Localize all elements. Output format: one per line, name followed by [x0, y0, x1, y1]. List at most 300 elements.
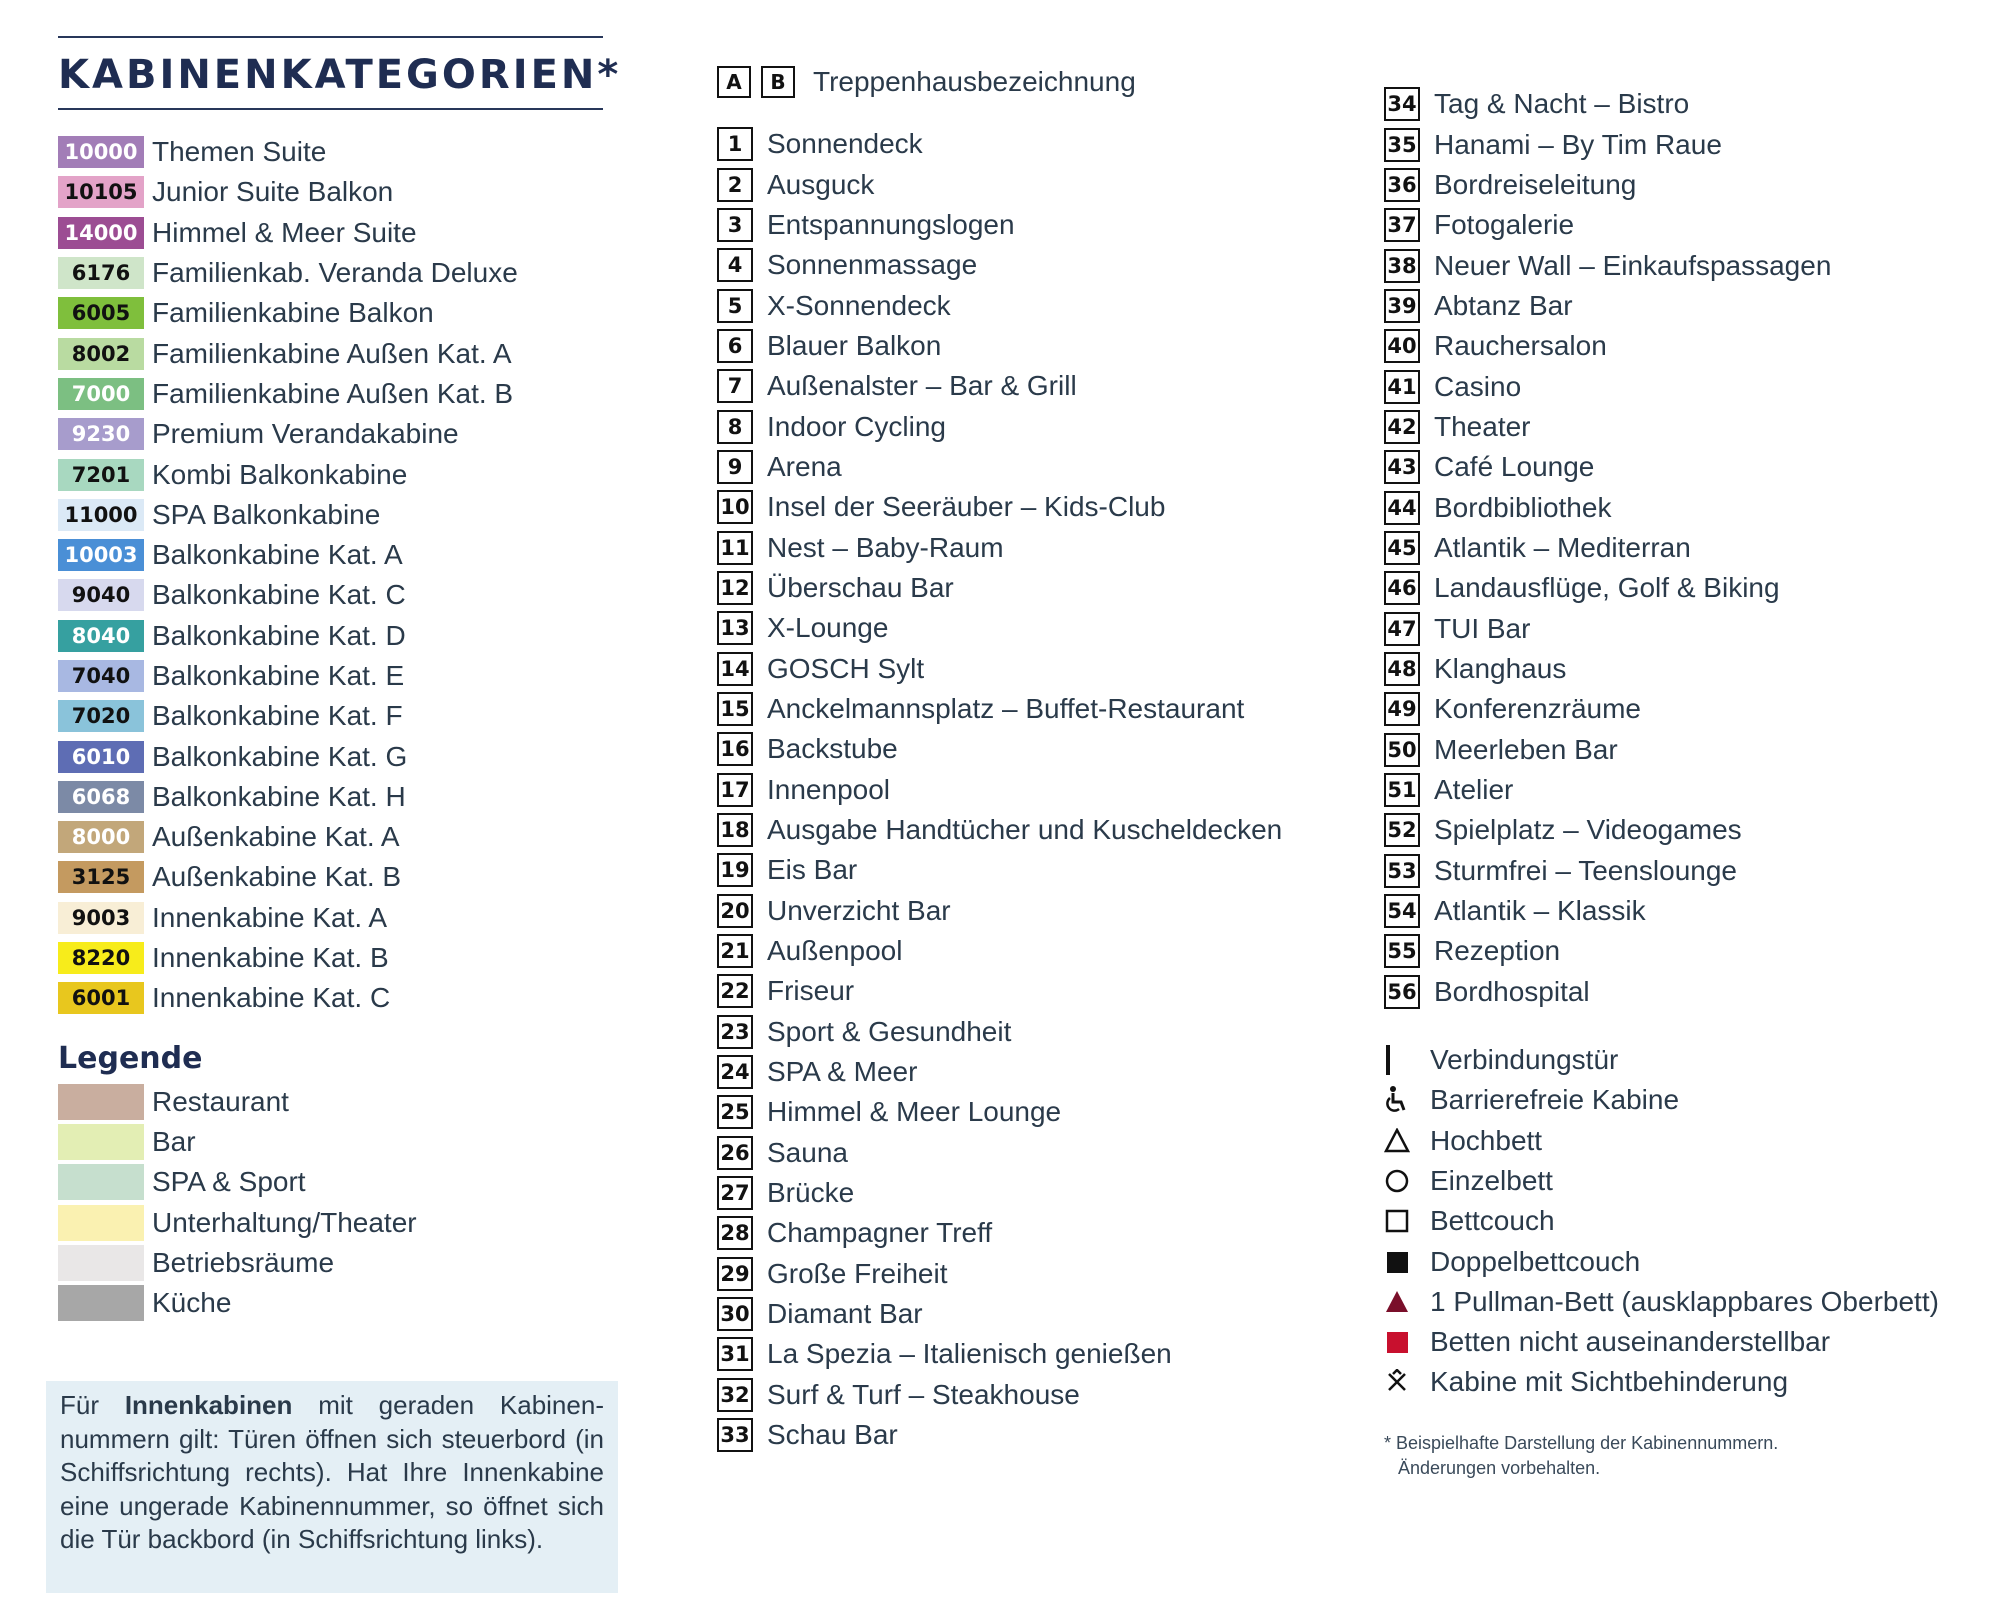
legend-label: Küche [152, 1287, 232, 1319]
cabin-category-row [58, 817, 618, 857]
facility-row [717, 406, 1337, 446]
facility-label: Bordreiseleitung [1434, 168, 1637, 200]
facility-label: Überschau Bar [767, 571, 954, 603]
facility-row [717, 205, 1337, 245]
category-code-swatch: 6005 [58, 297, 144, 329]
facility-row [717, 1213, 1337, 1253]
facility-number: 37 [1384, 208, 1420, 242]
symbol-row [1384, 1040, 1984, 1080]
symbol-row [1384, 1201, 1984, 1241]
cabin-category-row [58, 616, 618, 656]
cabin-category-row [58, 575, 618, 615]
footnote [1384, 1431, 1984, 1481]
cabin-category-row [58, 978, 618, 1018]
facility-label: Eis Bar [767, 854, 858, 886]
facility-number: 11 [717, 531, 753, 565]
legend-color-swatch [58, 1124, 144, 1160]
facility-number: 29 [717, 1257, 753, 1291]
facility-label: Surf & Turf – Steakhouse [767, 1378, 1080, 1410]
cabin-category-row [58, 374, 618, 414]
facility-row [717, 326, 1337, 366]
facility-label: Meerleben Bar [1434, 733, 1618, 765]
wheelchair-icon [1384, 1085, 1410, 1115]
facility-number: 4 [717, 248, 753, 282]
facility-row [1384, 730, 1984, 770]
facility-label: Atlantik – Mediterran [1434, 531, 1691, 563]
facility-list-1 [717, 124, 1337, 1455]
facility-label: Rezeption [1434, 935, 1561, 967]
facility-row [717, 810, 1337, 850]
facility-number: 21 [717, 934, 753, 968]
facility-row [1384, 165, 1984, 205]
facility-number: 56 [1384, 975, 1420, 1009]
symbol-row [1384, 1322, 1984, 1362]
facility-number: 39 [1384, 289, 1420, 323]
facility-row [717, 124, 1337, 164]
cabin-category-list [58, 132, 618, 1019]
facility-number: 26 [717, 1136, 753, 1170]
facility-row [717, 931, 1337, 971]
symbol-row [1384, 1161, 1984, 1201]
facility-number: 34 [1384, 87, 1420, 121]
triangle-filled-icon [1384, 1287, 1410, 1317]
facility-label: Unverzicht Bar [767, 894, 951, 926]
facility-number: 45 [1384, 531, 1420, 565]
category-code-swatch: 8040 [58, 620, 144, 652]
facility-label: Sonnenmassage [767, 249, 978, 281]
title-bottom-rule [58, 108, 603, 110]
facility-number: 46 [1384, 571, 1420, 605]
red-square-icon [1384, 1327, 1410, 1357]
facility-row [717, 971, 1337, 1011]
facility-row [717, 891, 1337, 931]
category-code-swatch: 8220 [58, 942, 144, 974]
facility-label: Landausflüge, Golf & Biking [1434, 572, 1780, 604]
facility-label: X-Lounge [767, 612, 889, 644]
facility-label: Abtanz Bar [1434, 289, 1573, 321]
category-label: Familienkab. Veranda Deluxe [152, 257, 518, 289]
facility-number: 55 [1384, 934, 1420, 968]
facility-row [717, 164, 1337, 204]
category-code-swatch: 7040 [58, 660, 144, 692]
cabin-category-row [58, 414, 618, 454]
legend-title: Legende [58, 1040, 203, 1076]
facility-row [1384, 528, 1984, 568]
facility-row [717, 1294, 1337, 1334]
facility-number: 40 [1384, 329, 1420, 363]
category-code-swatch: 6001 [58, 982, 144, 1014]
facility-row [717, 689, 1337, 729]
facility-label: Innenpool [767, 773, 891, 805]
symbol-label: Betten nicht auseinanderstellbar [1430, 1326, 1831, 1358]
symbol-row [1384, 1241, 1984, 1281]
facility-row [1384, 608, 1984, 648]
facility-row [1384, 366, 1984, 406]
category-label: Familienkabine Balkon [152, 297, 434, 329]
facility-label: Nest – Baby-Raum [767, 531, 1004, 563]
category-code-swatch: 9003 [58, 902, 144, 934]
category-code-swatch: 6010 [58, 741, 144, 773]
facility-number: 23 [717, 1015, 753, 1049]
legend-label: Bar [152, 1125, 196, 1157]
facilities-column-1 [717, 62, 1337, 1455]
cabin-category-row [58, 454, 618, 494]
facility-row [1384, 568, 1984, 608]
facility-number: 32 [717, 1378, 753, 1412]
facility-list-2 [1384, 84, 1984, 1012]
facility-number: 7 [717, 369, 753, 403]
facility-number: 35 [1384, 128, 1420, 162]
category-label: Balkonkabine Kat. D [152, 619, 406, 651]
cabin-category-row [58, 333, 618, 373]
facility-number: 8 [717, 410, 753, 444]
cabin-categories-title: KABINENKATEGORIEN* [58, 52, 622, 98]
facility-label: Große Freiheit [767, 1257, 948, 1289]
category-code-swatch: 14000 [58, 217, 144, 249]
symbol-row [1384, 1080, 1984, 1120]
facility-label: X-Sonnendeck [767, 289, 951, 321]
category-code-swatch: 9040 [58, 579, 144, 611]
facilities-column-2 [1384, 84, 1984, 1481]
facility-label: TUI Bar [1434, 612, 1531, 644]
inside-cabin-info-box [46, 1381, 618, 1593]
facility-label: La Spezia – Italienisch genießen [767, 1338, 1172, 1370]
facility-number: 30 [717, 1297, 753, 1331]
facility-number: 52 [1384, 813, 1420, 847]
facility-number: 22 [717, 974, 753, 1008]
info-bold-term: Innenkabinen [124, 1390, 293, 1420]
facility-label: Arena [767, 450, 842, 482]
legend-label: Betriebsräume [152, 1246, 335, 1278]
category-label: Balkonkabine Kat. A [152, 539, 403, 571]
facility-number: 44 [1384, 491, 1420, 525]
facility-row [1384, 84, 1984, 124]
facility-row [1384, 447, 1984, 487]
facility-label: Backstube [767, 733, 898, 765]
facility-number: 19 [717, 853, 753, 887]
facility-row [717, 1415, 1337, 1455]
cabin-category-row [58, 938, 618, 978]
cabin-category-row [58, 213, 618, 253]
symbol-row [1384, 1362, 1984, 1402]
facility-number: 51 [1384, 773, 1420, 807]
symbol-label: Hochbett [1430, 1124, 1543, 1156]
facility-number: 43 [1384, 450, 1420, 484]
facility-row [717, 1092, 1337, 1132]
symbol-label: Einzelbett [1430, 1164, 1553, 1196]
facility-label: Neuer Wall – Einkaufspassagen [1434, 249, 1832, 281]
staircase-label: Treppenhausbezeichnung [813, 66, 1136, 97]
cabin-category-row [58, 535, 618, 575]
facility-row [717, 527, 1337, 567]
category-code-swatch: 10105 [58, 176, 144, 208]
facility-row [717, 1173, 1337, 1213]
symbol-row [1384, 1121, 1984, 1161]
facility-label: Tag & Nacht – Bistro [1434, 88, 1690, 120]
legend-color-swatch [58, 1084, 144, 1120]
circle-outline-icon [1384, 1166, 1410, 1196]
facility-row [717, 1254, 1337, 1294]
facility-row [717, 568, 1337, 608]
facility-label: Brücke [767, 1177, 855, 1209]
facility-row [717, 1375, 1337, 1415]
facility-row [1384, 649, 1984, 689]
facility-row [1384, 891, 1984, 931]
facility-row [717, 608, 1337, 648]
cabin-category-row [58, 495, 618, 535]
category-label: Kombi Balkonkabine [152, 458, 408, 490]
cabin-category-row [58, 696, 618, 736]
cabin-category-row [58, 132, 618, 172]
facility-label: Friseur [767, 975, 855, 1007]
facility-number: 9 [717, 450, 753, 484]
facility-number: 20 [717, 894, 753, 928]
square-filled-icon [1384, 1247, 1410, 1277]
facility-label: Blauer Balkon [767, 329, 942, 361]
facility-label: Konferenzräume [1434, 693, 1642, 725]
facility-row [717, 648, 1337, 688]
facility-row [1384, 931, 1984, 971]
category-label: Themen Suite [152, 136, 327, 168]
facility-number: 15 [717, 692, 753, 726]
legend-label: Restaurant [152, 1085, 289, 1117]
facility-label: Himmel & Meer Lounge [767, 1096, 1062, 1128]
staircase-box-b: B [761, 66, 795, 98]
category-code-swatch: 7000 [58, 378, 144, 410]
category-label: Balkonkabine Kat. G [152, 740, 408, 772]
facility-label: Champagner Treff [767, 1217, 993, 1249]
facility-number: 31 [717, 1337, 753, 1371]
category-code-swatch: 7020 [58, 700, 144, 732]
category-code-swatch: 3125 [58, 861, 144, 893]
category-code-swatch: 8002 [58, 338, 144, 370]
facility-number: 6 [717, 329, 753, 363]
facility-row [717, 487, 1337, 527]
category-code-swatch: 6068 [58, 781, 144, 813]
facility-label: SPA & Meer [767, 1056, 918, 1088]
facility-row [1384, 770, 1984, 810]
cabin-category-row [58, 898, 618, 938]
category-label: Himmel & Meer Suite [152, 216, 417, 248]
facility-number: 25 [717, 1095, 753, 1129]
facility-row [1384, 810, 1984, 850]
facility-row [1384, 487, 1984, 527]
facility-number: 49 [1384, 692, 1420, 726]
square-outline-icon [1384, 1206, 1410, 1236]
category-label: Balkonkabine Kat. E [152, 660, 405, 691]
facility-number: 48 [1384, 652, 1420, 686]
symbol-row [1384, 1282, 1984, 1322]
legend-row [58, 1202, 618, 1242]
facility-label: Theater [1434, 410, 1531, 442]
legend-label: SPA & Sport [152, 1166, 306, 1198]
symbol-legend [1384, 1040, 1984, 1403]
cabin-categories-panel [58, 36, 622, 1323]
facility-label: Atlantik – Klassik [1434, 895, 1646, 927]
facility-label: Außenpool [767, 935, 903, 967]
legend-color-swatch [58, 1245, 144, 1281]
cabin-category-row [58, 172, 618, 212]
legend-row [58, 1082, 618, 1122]
facility-label: Entspannungslogen [767, 208, 1015, 240]
category-label: Außenkabine Kat. B [152, 861, 402, 893]
facility-number: 54 [1384, 894, 1420, 928]
facility-label: Ausguck [767, 168, 875, 200]
facility-number: 18 [717, 813, 753, 847]
facility-label: Diamant Bar [767, 1298, 923, 1330]
facility-number: 33 [717, 1418, 753, 1452]
legend-row [58, 1283, 618, 1323]
facility-label: Indoor Cycling [767, 410, 946, 442]
legend-row [58, 1243, 618, 1283]
facility-row [1384, 851, 1984, 891]
legend-row [58, 1162, 618, 1202]
symbol-label: 1 Pullman-Bett (ausklappbares Oberbett) [1430, 1285, 1939, 1317]
category-code-swatch: 6176 [58, 257, 144, 289]
facility-label: Hanami – By Tim Raue [1434, 128, 1722, 160]
facility-label: Fotogalerie [1434, 209, 1575, 241]
facility-label: Klanghaus [1434, 652, 1567, 684]
facility-row [1384, 286, 1984, 326]
facility-label: Bordbibliothek [1434, 491, 1612, 523]
facility-number: 24 [717, 1055, 753, 1089]
facility-number: 50 [1384, 733, 1420, 767]
symbol-label: Barrierefreie Kabine [1430, 1084, 1680, 1116]
category-label: Innenkabine Kat. A [152, 901, 388, 933]
facility-label: Außenalster – Bar & Grill [767, 370, 1077, 402]
category-label: Familienkabine Außen Kat. B [152, 377, 514, 409]
facility-row [1384, 689, 1984, 729]
facility-row [717, 850, 1337, 890]
facility-number: 42 [1384, 410, 1420, 444]
staircase-legend [717, 62, 1337, 102]
facility-number: 53 [1384, 854, 1420, 888]
symbol-label: Bettcouch [1430, 1205, 1555, 1237]
category-label: Balkonkabine Kat. C [152, 579, 406, 611]
legend-list [58, 1082, 618, 1324]
facility-label: Ausgabe Handtücher und Kuscheldecken [767, 814, 1283, 846]
facility-label: Rauchersalon [1434, 330, 1607, 362]
category-code-swatch: 11000 [58, 499, 144, 531]
cabin-category-row [58, 293, 618, 333]
facility-number: 10 [717, 490, 753, 524]
facility-number: 41 [1384, 370, 1420, 404]
facility-row [717, 366, 1337, 406]
category-label: SPA Balkonkabine [152, 498, 381, 530]
facility-label: Schau Bar [767, 1419, 898, 1451]
facility-row [1384, 972, 1984, 1012]
staircase-box-a: A [717, 66, 751, 98]
cabin-category-row [58, 857, 618, 897]
facility-number: 3 [717, 208, 753, 242]
facility-number: 13 [717, 611, 753, 645]
category-label: Familienkabine Außen Kat. A [152, 337, 512, 369]
facility-number: 27 [717, 1176, 753, 1210]
facility-label: Insel der Seeräuber – Kids-Club [767, 491, 1166, 523]
cabin-category-row [58, 777, 618, 817]
facility-number: 1 [717, 127, 753, 161]
cabin-category-row [58, 656, 618, 696]
category-code-swatch: 7201 [58, 459, 144, 491]
category-code-swatch: 8000 [58, 821, 144, 853]
facility-label: Anckelmannsplatz – Buffet-Restaurant [767, 692, 1245, 724]
facility-number: 28 [717, 1216, 753, 1250]
category-label: Balkonkabine Kat. H [152, 780, 406, 812]
category-label: Balkonkabine Kat. F [152, 700, 403, 732]
facility-row [717, 245, 1337, 285]
symbol-label: Kabine mit Sichtbehinderung [1430, 1366, 1789, 1398]
facility-number: 12 [717, 571, 753, 605]
facility-label: Sonnendeck [767, 128, 923, 160]
category-label: Junior Suite Balkon [152, 176, 394, 208]
category-code-swatch: 10000 [58, 136, 144, 168]
facility-number: 47 [1384, 612, 1420, 646]
facility-row [1384, 407, 1984, 447]
facility-row [1384, 245, 1984, 285]
cross-icon [1384, 1367, 1410, 1397]
category-code-swatch: 10003 [58, 539, 144, 571]
facility-row [717, 285, 1337, 325]
facility-label: GOSCH Sylt [767, 652, 925, 684]
facility-row [717, 729, 1337, 769]
facility-row [717, 770, 1337, 810]
facility-number: 2 [717, 168, 753, 202]
legend-color-swatch [58, 1285, 144, 1321]
category-label: Premium Verandakabine [152, 418, 459, 450]
facility-number: 36 [1384, 168, 1420, 202]
facility-number: 14 [717, 652, 753, 686]
facility-number: 5 [717, 289, 753, 323]
facility-label: Spielplatz – Videogames [1434, 814, 1742, 846]
facility-label: Sauna [767, 1136, 848, 1168]
facility-row [717, 447, 1337, 487]
facility-row [1384, 124, 1984, 164]
facility-label: Casino [1434, 370, 1522, 402]
facility-number: 38 [1384, 249, 1420, 283]
facility-number: 17 [717, 773, 753, 807]
legend-color-swatch [58, 1164, 144, 1200]
connecting-door-icon [1384, 1045, 1410, 1075]
footnote-line-1: * Beispielhafte Darstellung der Kabinennummern. [1384, 1432, 1779, 1453]
facility-row [717, 1052, 1337, 1092]
facility-row [717, 1133, 1337, 1173]
legend-row [58, 1122, 618, 1162]
info-prefix: Für [60, 1390, 125, 1420]
facility-label: Bordhospital [1434, 975, 1590, 1007]
facility-number: 16 [717, 732, 753, 766]
title-top-rule [58, 36, 603, 38]
triangle-outline-icon [1384, 1126, 1410, 1156]
legend-color-swatch [58, 1205, 144, 1241]
facility-row [1384, 205, 1984, 245]
facility-row [717, 1012, 1337, 1052]
cabin-category-row [58, 736, 618, 776]
symbol-label: Verbindungstür [1430, 1044, 1619, 1076]
facility-label: Sturmfrei – Teenslounge [1434, 854, 1737, 886]
facility-row [1384, 326, 1984, 366]
cabin-category-row [58, 253, 618, 293]
symbol-label: Doppelbettcouch [1430, 1245, 1641, 1277]
facility-row [717, 1334, 1337, 1374]
facility-label: Sport & Gesundheit [767, 1015, 1012, 1047]
category-code-swatch: 9230 [58, 418, 144, 450]
footnote-line-2: Änderungen vorbehalten. [1398, 1457, 1601, 1478]
category-label: Innenkabine Kat. B [152, 942, 389, 974]
facility-label: Atelier [1434, 774, 1514, 806]
category-label: Innenkabine Kat. C [152, 982, 391, 1014]
category-label: Außenkabine Kat. A [152, 821, 400, 853]
legend-label: Unterhaltung/Theater [152, 1206, 417, 1238]
